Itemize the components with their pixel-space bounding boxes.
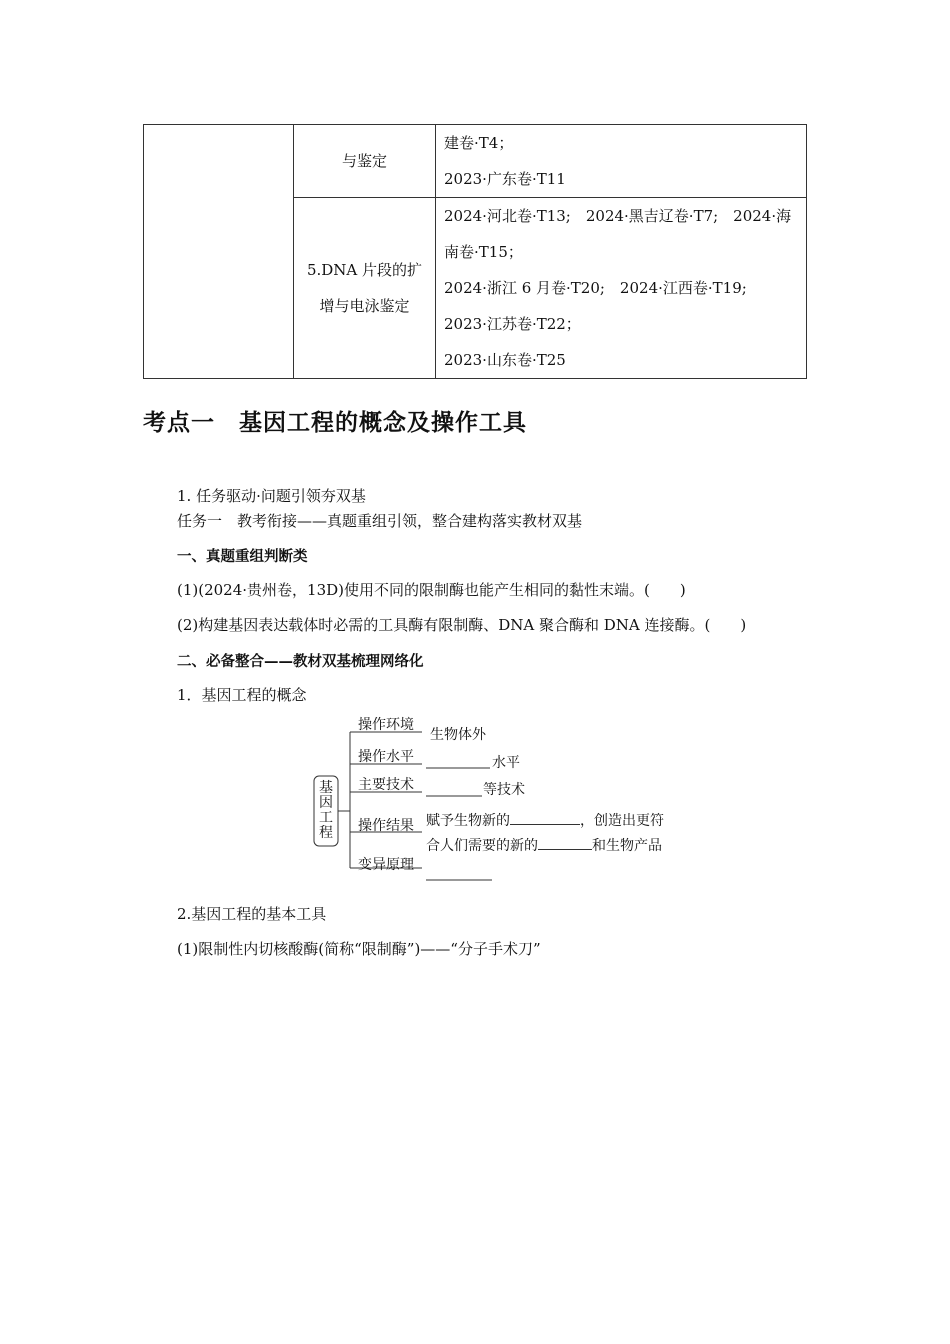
branch-technique: 主要技术 — [358, 777, 414, 793]
task-heading: 1. 任务驱动·问题引领夯双基 — [177, 487, 366, 505]
tools-item-1: (1)限制性内切核酸酶(简称“限制酶”)——“分子手术刀” — [177, 940, 541, 958]
topic-line: 与鉴定 — [341, 152, 387, 170]
concept-title: 1．基因工程的概念 — [177, 686, 307, 704]
topic-line: 5.DNA 片段的扩 — [306, 261, 423, 279]
result-line-1 — [426, 810, 664, 830]
exam-reference-table — [143, 124, 807, 379]
answer-blank — [538, 835, 592, 850]
table-cell-category — [144, 125, 294, 379]
result-text-c: 合人们需要的新的 — [426, 838, 538, 854]
result-line-2 — [426, 835, 662, 855]
tools-title: 2.基因工程的基本工具 — [177, 905, 327, 923]
ref-line: 2024·浙江 6 月卷·T20; 2024·江西卷·T19; — [444, 279, 747, 297]
branch-environment: 操作环境 — [358, 717, 414, 733]
table-cell-refs — [436, 125, 807, 198]
concept-diagram — [300, 712, 700, 892]
ref-line: 2023·山东卷·T25 — [444, 351, 566, 369]
ref-line: 南卷·T15； — [444, 243, 523, 261]
table-row — [144, 125, 807, 198]
part1-title: 一、真题重组判断类 — [177, 549, 308, 565]
environment-value: 生物体外 — [430, 727, 486, 743]
topic-line: 增与电泳鉴定 — [319, 297, 410, 315]
ref-line: 2023·广东卷·T11 — [444, 170, 566, 188]
branch-principle: 变异原理 — [358, 857, 414, 873]
task-line: 任务一 教考衔接——真题重组引领，整合建构落实教材双基 — [177, 512, 583, 530]
part2-title: 二、必备整合——教材双基梳理网络化 — [177, 654, 424, 670]
table-cell-refs — [436, 198, 807, 379]
result-text-b: ，创造出更符 — [580, 813, 664, 829]
table-cell-topic — [294, 198, 436, 379]
result-text-d: 和生物产品 — [592, 838, 662, 854]
ref-line: 2024·河北卷·T13; 2024·黑吉辽卷·T7; 2024·海 — [444, 207, 792, 225]
ref-line: 建卷·T4； — [444, 134, 514, 152]
branch-result: 操作结果 — [358, 818, 414, 834]
question-2: (2)构建基因表达载体时必需的工具酶有限制酶、DNA 聚合酶和 DNA 连接酶。( ) — [177, 616, 747, 634]
ref-line: 2023·江苏卷·T22； — [444, 315, 581, 333]
section-title: 考点一 基因工程的概念及操作工具 — [143, 410, 527, 436]
question-1: (1)(2024·贵州卷，13D)使用不同的限制酶也能产生相同的黏性末端。( ) — [177, 581, 686, 599]
result-text-a: 赋予生物新的 — [426, 813, 510, 829]
branch-level: 操作水平 — [358, 749, 414, 765]
answer-blank — [510, 810, 580, 825]
level-suffix: 水平 — [492, 755, 520, 771]
technique-suffix: 等技术 — [483, 782, 525, 798]
table-cell-topic — [294, 125, 436, 198]
diagram-root: 基因工程 — [319, 780, 333, 841]
